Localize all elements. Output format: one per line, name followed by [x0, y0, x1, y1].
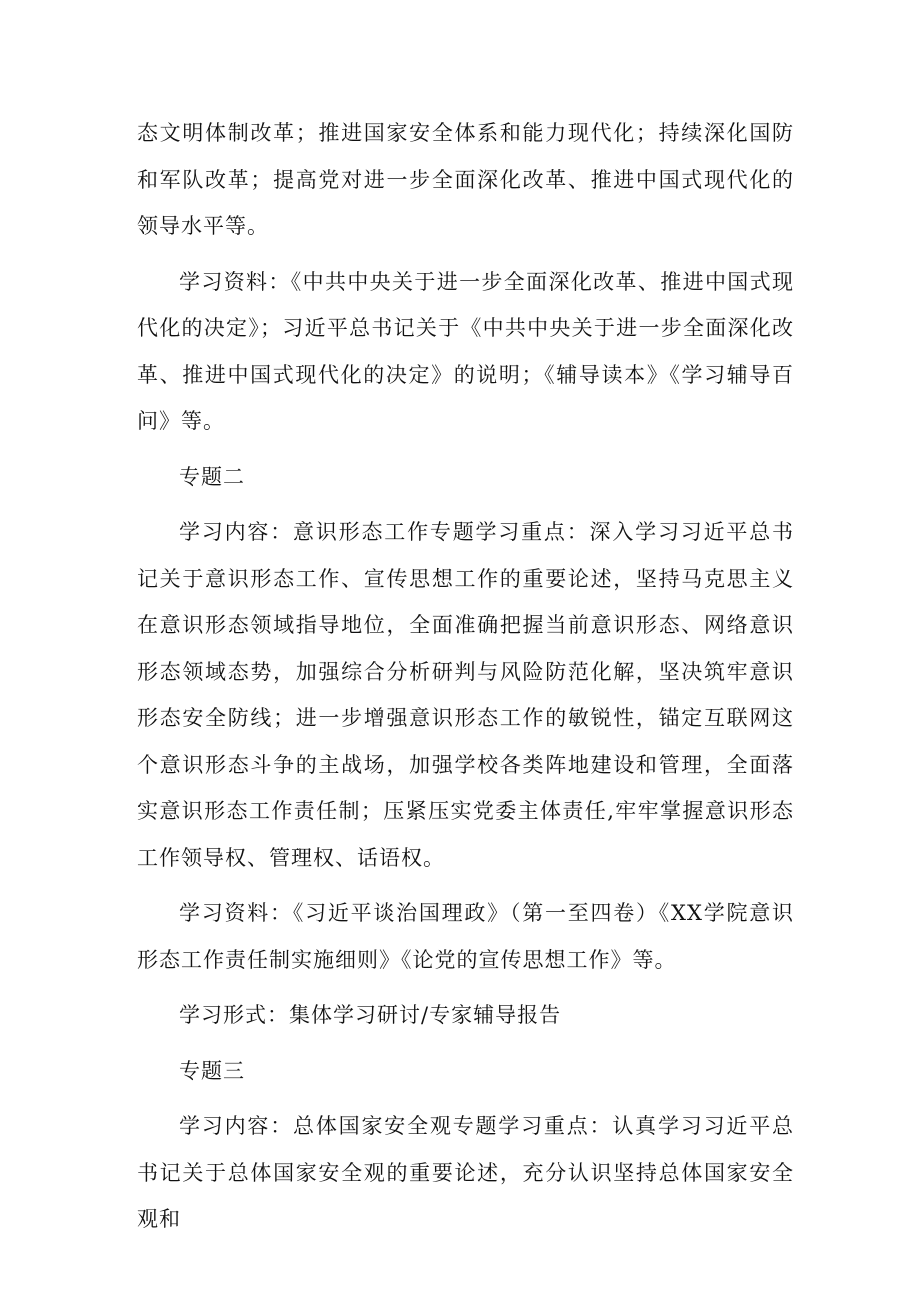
- paragraph-study-content-2: 学习内容：意识形态工作专题学习重点：深入学习习近平总书记关于意识形态工作、宣传思想工作的重要论述，坚持马克思主义在意识形态领域指导地位，全面准确把握当前意识形态、网络意识形态领域态势，加强综合分析研判与风险防范化解，坚决筑牢意识形态安全防线；进一步增强意识形态工作的敏锐性，锚定互联网这个意识形态斗争的主战场，加强学校各类阵地建设和管理，全面落实意识形态工作责任制；压紧压实党委主体责任,牢牢掌握意识形态工作领导权、管理权、话语权。: [137, 520, 794, 870]
- paragraph-study-materials-2: 学习资料：《习近平谈治国理政》（第一至四卷）《XX学院意识形态工作责任制实施细则》《论党的宣传思想工作》等。: [137, 901, 794, 972]
- paragraph-study-materials-1: 学习资料：《中共中央关于进一步全面深化改革、推进中国式现代化的决定》；习近平总书记关于《中共中央关于进一步全面深化改革、推进中国式现代化的决定》的说明；《辅导读本》《学习辅导百问》等。: [137, 269, 794, 433]
- section-heading-topic-3: 专题三: [179, 1058, 245, 1083]
- paragraph-reform-continued: 态文明体制改革；推进国家安全体系和能力现代化；持续深化国防和军队改革；提高党对进一步全面深化改革、推进中国式现代化的领导水平等。: [137, 121, 794, 238]
- paragraph-study-content-3: 学习内容：总体国家安全观专题学习重点：认真学习习近平总书记关于总体国家安全观的重要论述，充分认识坚持总体国家安全观和: [137, 1114, 794, 1231]
- section-heading-topic-2: 专题二: [179, 464, 245, 489]
- paragraph-study-format-2: 学习形式：集体学习研讨/专家辅导报告: [179, 1003, 562, 1027]
